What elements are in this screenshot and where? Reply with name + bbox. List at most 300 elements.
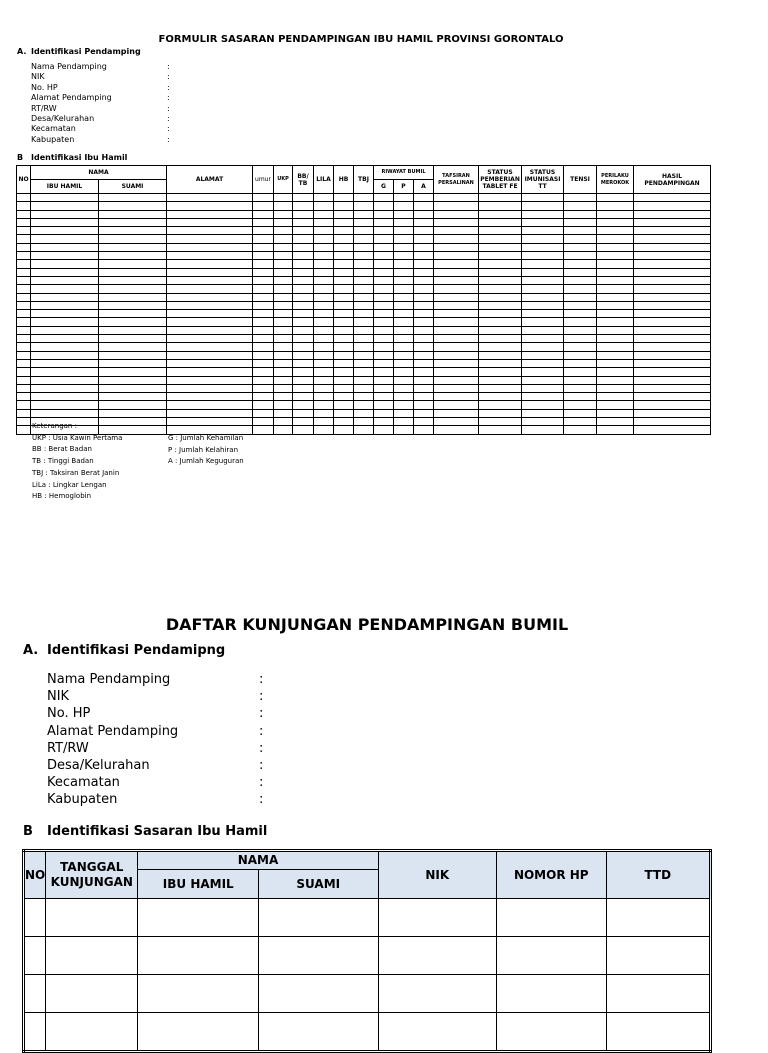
table-cell[interactable] — [522, 343, 564, 351]
table-cell[interactable] — [167, 343, 253, 351]
table-cell[interactable] — [167, 326, 253, 334]
table-cell[interactable] — [522, 243, 564, 251]
table-cell[interactable] — [99, 409, 167, 417]
table-cell[interactable] — [394, 318, 414, 326]
table-cell[interactable] — [274, 376, 293, 384]
table-cell[interactable] — [414, 252, 434, 260]
table-cell[interactable] — [314, 368, 334, 376]
table-cell[interactable] — [253, 310, 274, 318]
table-cell[interactable] — [253, 235, 274, 243]
table-cell[interactable] — [374, 326, 394, 334]
table-cell[interactable] — [522, 426, 564, 434]
table-cell[interactable] — [334, 268, 354, 276]
table-cell[interactable] — [293, 368, 314, 376]
table-cell[interactable] — [167, 310, 253, 318]
table-cell[interactable] — [479, 202, 522, 210]
table-cell[interactable] — [314, 326, 334, 334]
table-cell[interactable] — [374, 368, 394, 376]
table-cell[interactable] — [167, 194, 253, 202]
table-cell[interactable] — [374, 210, 394, 218]
table-cell[interactable] — [167, 293, 253, 301]
table-cell[interactable] — [434, 227, 479, 235]
table-cell[interactable] — [564, 351, 597, 359]
table-cell[interactable] — [253, 401, 274, 409]
table-cell[interactable] — [634, 285, 711, 293]
table-cell[interactable] — [597, 393, 634, 401]
table-cell[interactable] — [374, 351, 394, 359]
table-cell[interactable] — [394, 335, 414, 343]
table-cell[interactable] — [99, 351, 167, 359]
table-cell[interactable] — [414, 426, 434, 434]
table-cell[interactable] — [293, 301, 314, 309]
table-cell[interactable] — [374, 318, 394, 326]
table-cell[interactable] — [374, 235, 394, 243]
table-cell[interactable] — [314, 310, 334, 318]
table-cell[interactable] — [17, 243, 31, 251]
table-cell[interactable] — [17, 268, 31, 276]
table-cell[interactable] — [334, 351, 354, 359]
table-cell[interactable] — [354, 318, 374, 326]
table-cell[interactable] — [414, 310, 434, 318]
table-cell[interactable] — [17, 218, 31, 226]
table-cell[interactable] — [253, 218, 274, 226]
table-cell[interactable] — [394, 409, 414, 417]
table-cell[interactable] — [334, 359, 354, 367]
table-cell[interactable] — [597, 293, 634, 301]
table-cell[interactable] — [394, 359, 414, 367]
table-cell[interactable] — [253, 418, 274, 426]
table-cell[interactable] — [293, 218, 314, 226]
table-cell[interactable] — [597, 285, 634, 293]
table-cell[interactable] — [597, 194, 634, 202]
table-cell[interactable] — [522, 351, 564, 359]
table-cell[interactable] — [414, 227, 434, 235]
table-cell[interactable] — [46, 975, 138, 1013]
table-cell[interactable] — [99, 235, 167, 243]
table-cell[interactable] — [167, 235, 253, 243]
table-cell[interactable] — [274, 393, 293, 401]
table-cell[interactable] — [434, 335, 479, 343]
table-cell[interactable] — [479, 418, 522, 426]
table-cell[interactable] — [634, 368, 711, 376]
table-cell[interactable] — [99, 293, 167, 301]
table-cell[interactable] — [314, 376, 334, 384]
table-cell[interactable] — [634, 376, 711, 384]
table-cell[interactable] — [634, 384, 711, 392]
table-cell[interactable] — [334, 202, 354, 210]
table-cell[interactable] — [334, 335, 354, 343]
table-cell[interactable] — [293, 335, 314, 343]
table-cell[interactable] — [374, 301, 394, 309]
table-cell[interactable] — [31, 318, 99, 326]
table-cell[interactable] — [17, 210, 31, 218]
table-cell[interactable] — [634, 409, 711, 417]
table-cell[interactable] — [522, 326, 564, 334]
table-cell[interactable] — [167, 351, 253, 359]
table-cell[interactable] — [293, 252, 314, 260]
table-cell[interactable] — [274, 368, 293, 376]
table-cell[interactable] — [334, 276, 354, 284]
table-cell[interactable] — [394, 210, 414, 218]
table-cell[interactable] — [522, 285, 564, 293]
table-cell[interactable] — [31, 227, 99, 235]
table-cell[interactable] — [253, 285, 274, 293]
table-cell[interactable] — [167, 202, 253, 210]
table-cell[interactable] — [334, 393, 354, 401]
table-cell[interactable] — [17, 293, 31, 301]
table-cell[interactable] — [314, 343, 334, 351]
table-cell[interactable] — [17, 401, 31, 409]
table-cell[interactable] — [564, 343, 597, 351]
table-cell[interactable] — [17, 318, 31, 326]
table-cell[interactable] — [17, 260, 31, 268]
table-cell[interactable] — [314, 401, 334, 409]
table-cell[interactable] — [434, 310, 479, 318]
table-cell[interactable] — [564, 202, 597, 210]
table-cell[interactable] — [597, 202, 634, 210]
table-cell[interactable] — [394, 218, 414, 226]
table-cell[interactable] — [274, 426, 293, 434]
table-cell[interactable] — [434, 326, 479, 334]
table-cell[interactable] — [497, 899, 606, 937]
table-cell[interactable] — [99, 326, 167, 334]
table-cell[interactable] — [374, 202, 394, 210]
table-cell[interactable] — [597, 210, 634, 218]
table-cell[interactable] — [253, 335, 274, 343]
table-cell[interactable] — [167, 268, 253, 276]
table-cell[interactable] — [374, 227, 394, 235]
table-cell[interactable] — [597, 227, 634, 235]
table-cell[interactable] — [293, 293, 314, 301]
table-cell[interactable] — [414, 235, 434, 243]
table-cell[interactable] — [17, 409, 31, 417]
table-cell[interactable] — [634, 194, 711, 202]
table-cell[interactable] — [414, 218, 434, 226]
table-cell[interactable] — [99, 260, 167, 268]
table-cell[interactable] — [334, 243, 354, 251]
table-cell[interactable] — [293, 276, 314, 284]
table-cell[interactable] — [334, 301, 354, 309]
table-cell[interactable] — [334, 326, 354, 334]
table-cell[interactable] — [434, 426, 479, 434]
table-cell[interactable] — [522, 218, 564, 226]
table-cell[interactable] — [522, 335, 564, 343]
table-cell[interactable] — [479, 384, 522, 392]
table-cell[interactable] — [414, 260, 434, 268]
table-cell[interactable] — [414, 301, 434, 309]
table-cell[interactable] — [17, 418, 31, 426]
table-cell[interactable] — [253, 194, 274, 202]
table-cell[interactable] — [314, 235, 334, 243]
table-cell[interactable] — [31, 202, 99, 210]
table-cell[interactable] — [31, 368, 99, 376]
table-cell[interactable] — [634, 268, 711, 276]
table-cell[interactable] — [138, 899, 259, 937]
table-cell[interactable] — [314, 293, 334, 301]
table-cell[interactable] — [99, 227, 167, 235]
table-cell[interactable] — [414, 326, 434, 334]
table-cell[interactable] — [394, 243, 414, 251]
table-cell[interactable] — [314, 252, 334, 260]
table-cell[interactable] — [564, 335, 597, 343]
table-cell[interactable] — [293, 268, 314, 276]
table-cell[interactable] — [374, 335, 394, 343]
table-cell[interactable] — [479, 194, 522, 202]
table-cell[interactable] — [394, 268, 414, 276]
table-cell[interactable] — [274, 285, 293, 293]
table-cell[interactable] — [253, 252, 274, 260]
table-cell[interactable] — [374, 194, 394, 202]
table-cell[interactable] — [374, 285, 394, 293]
table-cell[interactable] — [634, 351, 711, 359]
table-cell[interactable] — [634, 260, 711, 268]
table-cell[interactable] — [597, 318, 634, 326]
table-cell[interactable] — [597, 276, 634, 284]
table-cell[interactable] — [24, 1013, 46, 1052]
table-cell[interactable] — [394, 301, 414, 309]
table-cell[interactable] — [354, 401, 374, 409]
table-cell[interactable] — [634, 218, 711, 226]
table-cell[interactable] — [274, 310, 293, 318]
table-cell[interactable] — [31, 376, 99, 384]
table-cell[interactable] — [314, 393, 334, 401]
table-cell[interactable] — [374, 426, 394, 434]
table-cell[interactable] — [31, 359, 99, 367]
table-cell[interactable] — [434, 194, 479, 202]
table-cell[interactable] — [274, 235, 293, 243]
table-cell[interactable] — [334, 310, 354, 318]
table-cell[interactable] — [414, 359, 434, 367]
table-cell[interactable] — [293, 210, 314, 218]
table-cell[interactable] — [293, 376, 314, 384]
table-cell[interactable] — [293, 318, 314, 326]
table-cell[interactable] — [99, 376, 167, 384]
table-cell[interactable] — [374, 384, 394, 392]
table-cell[interactable] — [564, 401, 597, 409]
table-cell[interactable] — [354, 260, 374, 268]
table-cell[interactable] — [17, 310, 31, 318]
table-cell[interactable] — [99, 368, 167, 376]
table-cell[interactable] — [253, 384, 274, 392]
table-cell[interactable] — [167, 384, 253, 392]
table-cell[interactable] — [314, 301, 334, 309]
table-cell[interactable] — [564, 326, 597, 334]
table-cell[interactable] — [634, 227, 711, 235]
table-cell[interactable] — [354, 243, 374, 251]
table-cell[interactable] — [479, 409, 522, 417]
table-cell[interactable] — [606, 1013, 711, 1052]
table-cell[interactable] — [522, 393, 564, 401]
table-cell[interactable] — [479, 393, 522, 401]
table-cell[interactable] — [522, 210, 564, 218]
table-cell[interactable] — [434, 301, 479, 309]
table-cell[interactable] — [253, 276, 274, 284]
table-cell[interactable] — [597, 376, 634, 384]
table-cell[interactable] — [99, 276, 167, 284]
table-cell[interactable] — [293, 310, 314, 318]
table-cell[interactable] — [394, 326, 414, 334]
table-cell[interactable] — [434, 210, 479, 218]
table-cell[interactable] — [564, 301, 597, 309]
table-cell[interactable] — [634, 301, 711, 309]
table-cell[interactable] — [274, 384, 293, 392]
table-cell[interactable] — [564, 285, 597, 293]
table-cell[interactable] — [293, 260, 314, 268]
table-cell[interactable] — [354, 409, 374, 417]
table-cell[interactable] — [597, 409, 634, 417]
table-cell[interactable] — [394, 252, 414, 260]
table-cell[interactable] — [293, 409, 314, 417]
table-cell[interactable] — [394, 368, 414, 376]
table-cell[interactable] — [564, 384, 597, 392]
table-cell[interactable] — [334, 235, 354, 243]
table-cell[interactable] — [334, 252, 354, 260]
table-cell[interactable] — [522, 194, 564, 202]
table-cell[interactable] — [253, 326, 274, 334]
table-cell[interactable] — [374, 418, 394, 426]
table-cell[interactable] — [293, 194, 314, 202]
table-cell[interactable] — [414, 194, 434, 202]
table-cell[interactable] — [394, 393, 414, 401]
table-cell[interactable] — [314, 260, 334, 268]
table-cell[interactable] — [522, 384, 564, 392]
table-cell[interactable] — [597, 343, 634, 351]
table-cell[interactable] — [394, 310, 414, 318]
table-cell[interactable] — [314, 351, 334, 359]
table-cell[interactable] — [434, 276, 479, 284]
table-cell[interactable] — [597, 235, 634, 243]
table-cell[interactable] — [99, 243, 167, 251]
table-cell[interactable] — [253, 227, 274, 235]
table-cell[interactable] — [597, 368, 634, 376]
table-cell[interactable] — [434, 218, 479, 226]
table-cell[interactable] — [167, 318, 253, 326]
table-cell[interactable] — [253, 409, 274, 417]
table-cell[interactable] — [606, 937, 711, 975]
table-cell[interactable] — [17, 393, 31, 401]
table-cell[interactable] — [314, 409, 334, 417]
table-cell[interactable] — [434, 260, 479, 268]
table-cell[interactable] — [606, 975, 711, 1013]
table-cell[interactable] — [99, 268, 167, 276]
table-cell[interactable] — [414, 210, 434, 218]
table-cell[interactable] — [17, 384, 31, 392]
table-cell[interactable] — [522, 368, 564, 376]
table-cell[interactable] — [17, 235, 31, 243]
table-cell[interactable] — [634, 343, 711, 351]
table-cell[interactable] — [46, 1013, 138, 1052]
table-cell[interactable] — [334, 343, 354, 351]
table-cell[interactable] — [314, 384, 334, 392]
table-cell[interactable] — [314, 276, 334, 284]
table-cell[interactable] — [253, 260, 274, 268]
table-cell[interactable] — [334, 384, 354, 392]
table-cell[interactable] — [434, 268, 479, 276]
table-cell[interactable] — [334, 409, 354, 417]
table-cell[interactable] — [274, 260, 293, 268]
table-cell[interactable] — [253, 293, 274, 301]
table-cell[interactable] — [274, 335, 293, 343]
table-cell[interactable] — [314, 268, 334, 276]
table-cell[interactable] — [274, 409, 293, 417]
table-cell[interactable] — [24, 975, 46, 1013]
table-cell[interactable] — [394, 401, 414, 409]
table-cell[interactable] — [479, 318, 522, 326]
table-cell[interactable] — [334, 210, 354, 218]
table-cell[interactable] — [314, 218, 334, 226]
table-cell[interactable] — [414, 202, 434, 210]
table-cell[interactable] — [597, 268, 634, 276]
table-cell[interactable] — [259, 899, 379, 937]
table-cell[interactable] — [354, 276, 374, 284]
table-cell[interactable] — [564, 393, 597, 401]
table-cell[interactable] — [99, 384, 167, 392]
table-cell[interactable] — [564, 243, 597, 251]
table-cell[interactable] — [293, 426, 314, 434]
table-cell[interactable] — [479, 335, 522, 343]
table-cell[interactable] — [274, 243, 293, 251]
table-cell[interactable] — [99, 318, 167, 326]
table-cell[interactable] — [274, 268, 293, 276]
table-cell[interactable] — [167, 276, 253, 284]
table-cell[interactable] — [564, 376, 597, 384]
table-cell[interactable] — [259, 975, 379, 1013]
table-cell[interactable] — [522, 227, 564, 235]
table-cell[interactable] — [634, 426, 711, 434]
table-cell[interactable] — [479, 218, 522, 226]
table-cell[interactable] — [138, 975, 259, 1013]
table-cell[interactable] — [274, 194, 293, 202]
table-cell[interactable] — [479, 351, 522, 359]
table-cell[interactable] — [253, 359, 274, 367]
table-cell[interactable] — [634, 401, 711, 409]
table-cell[interactable] — [479, 401, 522, 409]
table-cell[interactable] — [334, 293, 354, 301]
table-cell[interactable] — [564, 260, 597, 268]
table-cell[interactable] — [314, 359, 334, 367]
table-cell[interactable] — [17, 326, 31, 334]
table-cell[interactable] — [597, 252, 634, 260]
table-cell[interactable] — [374, 343, 394, 351]
table-cell[interactable] — [414, 343, 434, 351]
table-cell[interactable] — [564, 293, 597, 301]
table-cell[interactable] — [634, 335, 711, 343]
table-cell[interactable] — [374, 260, 394, 268]
table-cell[interactable] — [522, 268, 564, 276]
table-cell[interactable] — [167, 285, 253, 293]
table-cell[interactable] — [394, 227, 414, 235]
table-cell[interactable] — [99, 310, 167, 318]
table-cell[interactable] — [522, 376, 564, 384]
table-cell[interactable] — [522, 401, 564, 409]
table-cell[interactable] — [354, 384, 374, 392]
table-cell[interactable] — [634, 310, 711, 318]
table-cell[interactable] — [17, 276, 31, 284]
table-cell[interactable] — [479, 343, 522, 351]
table-cell[interactable] — [497, 937, 606, 975]
table-cell[interactable] — [314, 418, 334, 426]
table-cell[interactable] — [434, 409, 479, 417]
table-cell[interactable] — [522, 252, 564, 260]
table-cell[interactable] — [354, 293, 374, 301]
table-cell[interactable] — [479, 293, 522, 301]
table-cell[interactable] — [354, 335, 374, 343]
table-cell[interactable] — [479, 268, 522, 276]
table-cell[interactable] — [479, 285, 522, 293]
table-cell[interactable] — [354, 202, 374, 210]
table-cell[interactable] — [374, 218, 394, 226]
table-cell[interactable] — [479, 260, 522, 268]
